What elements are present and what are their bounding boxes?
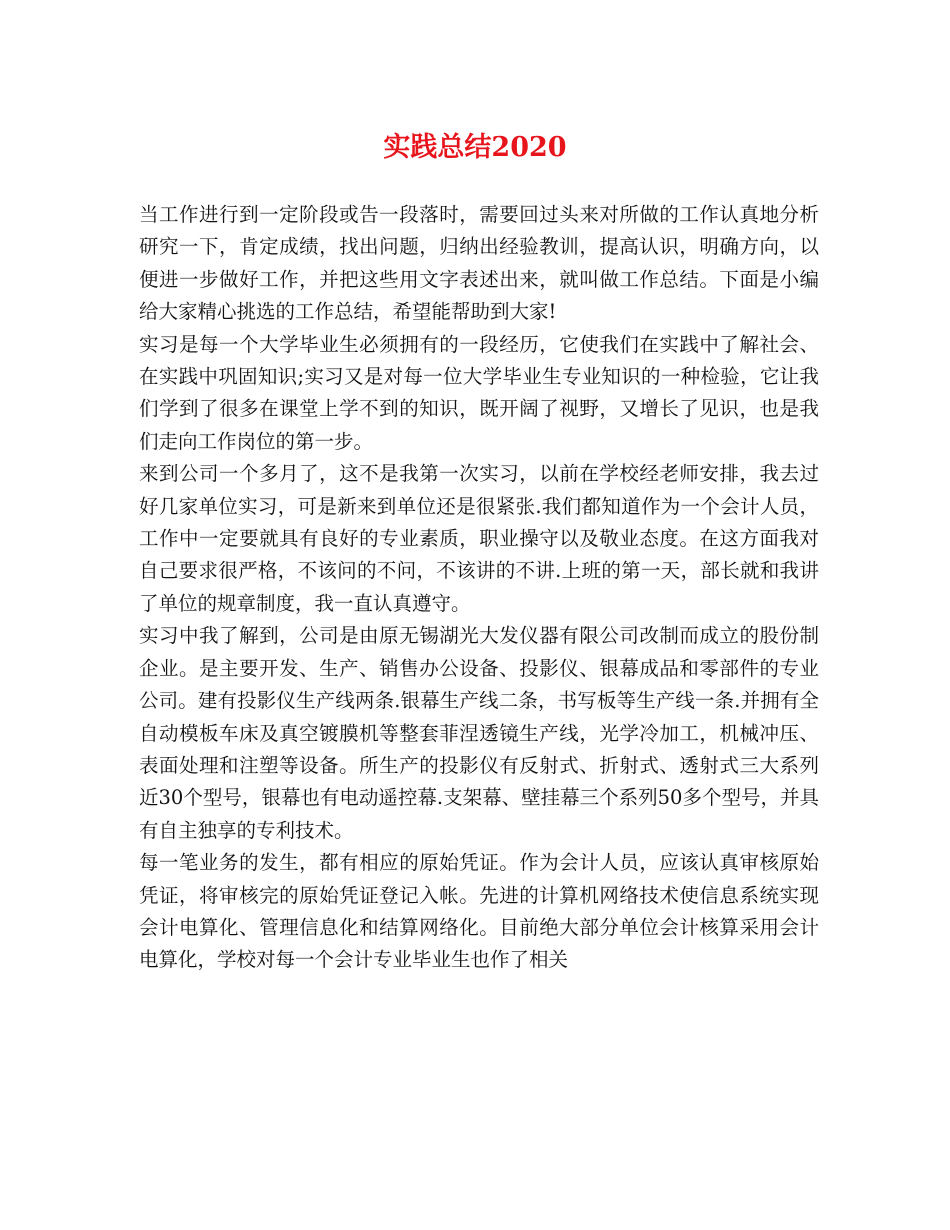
document-body: [139, 199, 819, 977]
paragraph-internship-meaning: 实习是每一个大学毕业生必须拥有的一段经历，它使我们在实践中了解社会、在实践中巩固知识;实习又是对每一位大学毕业生专业知识的一种检验，它让我们学到了很多在课堂上学不到的知识，既开阔了视野，又增长了见识，也是我们走向工作岗位的第一步。: [139, 332, 819, 453]
paragraph-arrival: 来到公司一个多月了，这不是我第一次实习，以前在学校经老师安排，我去过好几家单位实习，可是新来到单位还是很紧张.我们都知道作为一个会计人员，工作中一定要就具有良好的专业素质，职业操守以及敬业态度。在这方面我对自己要求很严格，不该问的不问，不该讲的不讲.上班的第一天，部长就和我讲了单位的规章制度，我一直认真遵守。: [139, 462, 819, 615]
paragraph-accounting-work: 每一笔业务的发生，都有相应的原始凭证。作为会计人员，应该认真审核原始凭证，将审核完的原始凭证登记入帐。先进的计算机网络技术使信息系统实现会计电算化、管理信息化和结算网络化。目前绝大部分单位会计核算采用会计电算化，学校对每一个会计专业毕业生也作了相关: [139, 851, 819, 972]
paragraph-intro: 当工作进行到一定阶段或告一段落时，需要回过头来对所做的工作认真地分析研究一下，肯定成绩，找出问题，归纳出经验教训，提高认识，明确方向，以便进一步做好工作，并把这些用文字表述出来，就叫做工作总结。下面是小编给大家精心挑选的工作总结，希望能帮助到大家!: [139, 203, 819, 324]
document-title: 实践总结2020: [383, 132, 567, 163]
paragraph-company-profile: 实习中我了解到，公司是由原无锡湖光大发仪器有限公司改制而成立的股份制企业。是主要开发、生产、销售办公设备、投影仪、银幕成品和零部件的专业公司。建有投影仪生产线两条.银幕生产线二条，书写板等生产线一条.并拥有全自动模板车床及真空镀膜机等整套菲涅透镜生产线，光学冷加工，机械冲压、表面处理和注塑等设备。所生产的投影仪有反射式、折射式、透射式三大系列近30个型号，银幕也有电动遥控幕.支架幕、壁挂幕三个系列50多个型号，并具有自主独享的专利技术。: [139, 624, 819, 842]
